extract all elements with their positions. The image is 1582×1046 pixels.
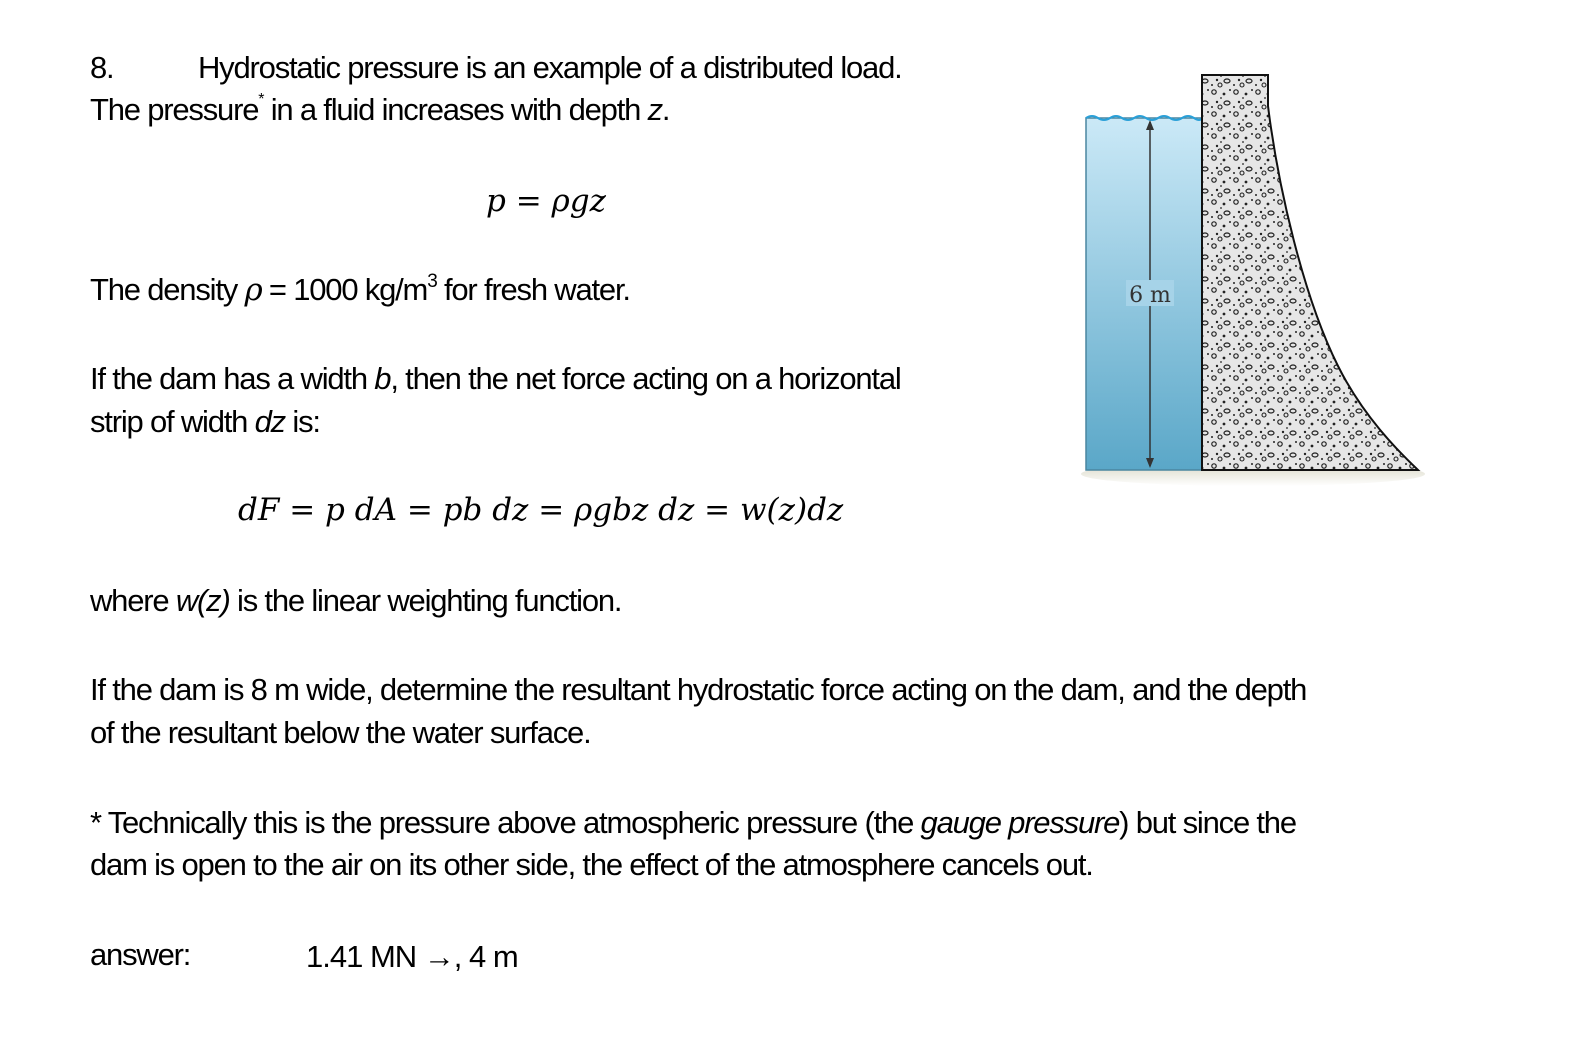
- dz-variable: dz: [254, 404, 285, 439]
- question-line1: If the dam is 8 m wide, determine the resultant hydrostatic force acting on the dam, and the depth: [90, 672, 1307, 707]
- width-text-b: , then the net force acting on a horizontal: [390, 361, 901, 396]
- increase-text: in a fluid increases with depth: [263, 92, 648, 127]
- footnote-line1: [90, 807, 1296, 838]
- weighting-b: is the linear weighting function.: [229, 583, 622, 618]
- problem-number: 8.: [90, 50, 114, 85]
- strip-text-a: strip of width: [90, 404, 255, 439]
- strip-text-b: is:: [284, 404, 320, 439]
- answer-label: answer:: [90, 937, 191, 972]
- density-value: = 1000 kg/m: [261, 272, 428, 307]
- dam-figure: [1078, 66, 1438, 496]
- depth-variable: z: [647, 92, 662, 127]
- density-line: [90, 271, 630, 308]
- problem-intro-line2: [90, 91, 670, 127]
- question-line2: of the resultant below the water surface.: [90, 715, 591, 750]
- answer-value: 1.41 MN →, 4 m: [306, 939, 518, 974]
- weighting-line: [90, 585, 621, 616]
- rho-symbol: ρ: [244, 272, 262, 308]
- footnote-marker: *: [258, 91, 264, 108]
- force-equation: dF = p dA = pb dz = ρgbz dz = w(z)dz: [238, 492, 844, 528]
- footnote-b: ) but since the: [1119, 805, 1296, 840]
- pressure-equation: p = ρgz: [486, 183, 606, 219]
- width-text-line1: [90, 363, 901, 394]
- density-exponent: 3: [427, 271, 437, 292]
- width-variable: b: [374, 361, 391, 396]
- dam-wall: [1202, 75, 1418, 470]
- density-label: The density: [90, 272, 245, 307]
- weighting-a: where: [90, 583, 176, 618]
- period: .: [661, 92, 670, 127]
- density-suffix: for fresh water.: [436, 272, 630, 307]
- footnote-a: * Technically this is the pressure above atmospheric pressure (the: [90, 805, 921, 840]
- problem-intro-line1: Hydrostatic pressure is an example of a distributed load.: [198, 50, 902, 85]
- gauge-pressure-term: gauge pressure: [920, 805, 1120, 840]
- width-text-a: If the dam has a width: [90, 361, 375, 396]
- depth-label: 6 m: [1129, 283, 1171, 308]
- pressure-word: The pressure: [90, 92, 259, 127]
- footnote-line2: dam is open to the air on its other side, the effect of the atmosphere cancels out.: [90, 847, 1093, 882]
- weighting-variable: w(z): [175, 583, 230, 618]
- width-text-line2: [90, 406, 320, 437]
